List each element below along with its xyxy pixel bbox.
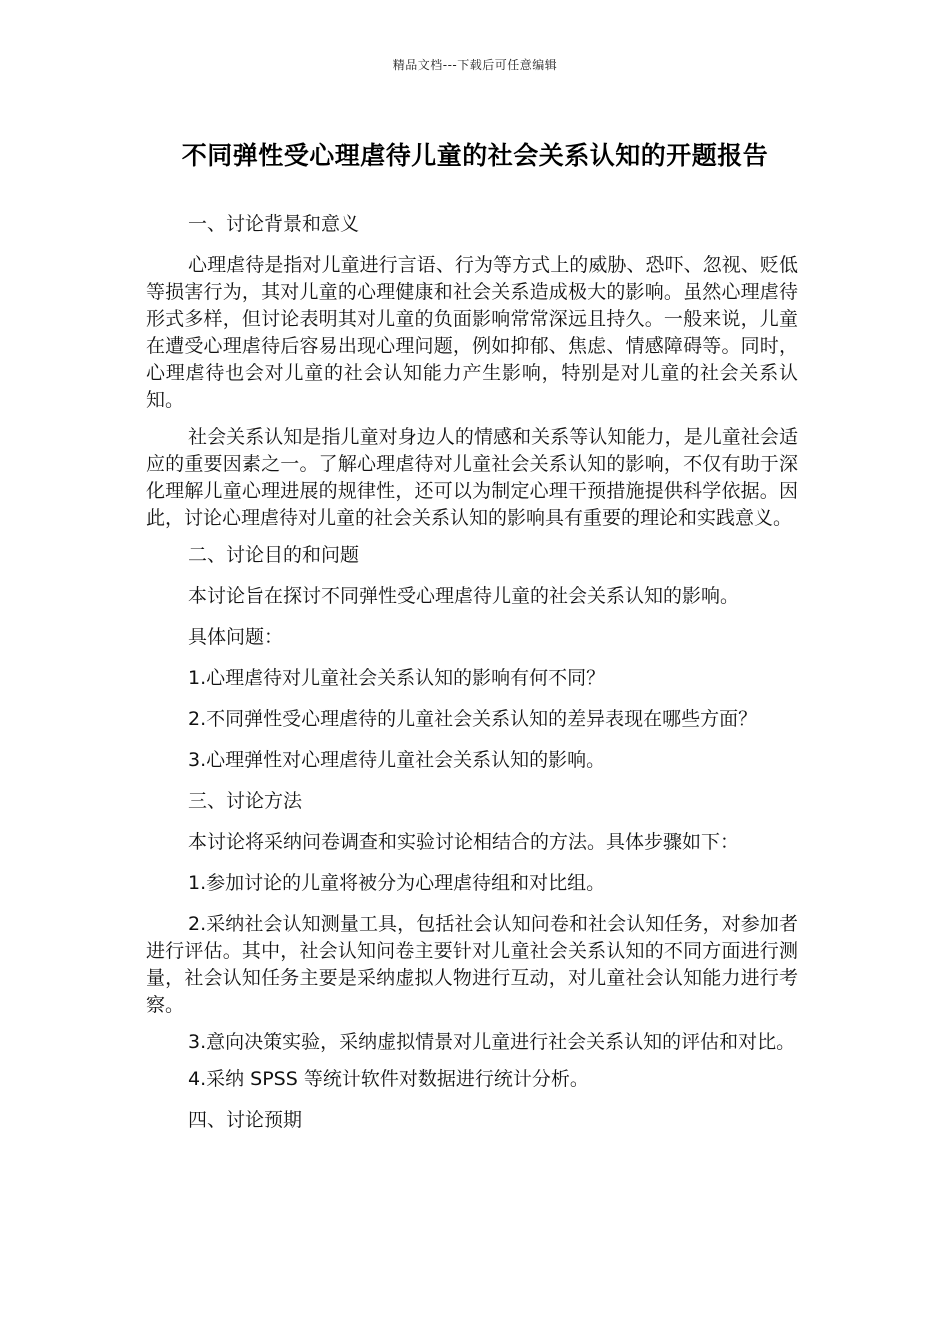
list-item-step-1: 1.参加讨论的儿童将被分为心理虐待组和对比组。 [188, 872, 606, 894]
header-note: 精品文档---下载后可任意编辑 [392, 58, 558, 72]
section-heading-methods: 三、讨论方法 [188, 790, 303, 812]
paragraph-social-cognition: 社会关系认知是指儿童对身边人的情感和关系等认知能力，是儿童社会适应的重要因素之一。了解心理虐待对儿童社会关系认知的影响，不仅有助于深化理解儿童心理进展的规律性，还可以为制定心理干预措施提供科学依据。因此，讨论心理虐待对儿童的社会关系认知的影响具有重要的理论和实践意义。 [146, 426, 798, 529]
paragraph-specific-questions: 具体问题： [188, 626, 284, 648]
paragraph-aim: 本讨论旨在探讨不同弹性受心理虐待儿童的社会关系认知的影响。 [188, 585, 740, 607]
document-body [146, 211, 798, 1148]
list-item-question-1: 1.心理虐待对儿童社会关系认知的影响有何不同？ [188, 667, 606, 689]
list-item-step-2: 2.采纳社会认知测量工具，包括社会认知问卷和社会认知任务，对参加者进行评估。其中，社会认知问卷主要针对儿童社会关系认知的不同方面进行测量，社会认知任务主要是采纳虚拟人物进行互动，对儿童社会认知能力进行考察。 [146, 913, 798, 1016]
list-item-question-3: 3.心理弹性对心理虐待儿童社会关系认知的影响。 [188, 749, 606, 771]
paragraph-methods-intro: 本讨论将采纳问卷调查和实验讨论相结合的方法。具体步骤如下： [188, 831, 740, 853]
section-heading-background: 一、讨论背景和意义 [188, 213, 360, 235]
list-item-step-3: 3.意向决策实验，采纳虚拟情景对儿童进行社会关系认知的评估和对比。 [188, 1031, 796, 1053]
paragraph-abuse-definition: 心理虐待是指对儿童进行言语、行为等方式上的威胁、恐吓、忽视、贬低等损害行为，其对儿童的心理健康和社会关系造成极大的影响。虽然心理虐待形式多样，但讨论表明其对儿童的负面影响常常深远且持久。一般来说，儿童在遭受心理虐待后容易出现心理问题，例如抑郁、焦虑、情感障碍等。同时，心理虐待也会对儿童的社会认知能力产生影响，特别是对儿童的社会关系认知。 [146, 254, 798, 411]
section-heading-expectations: 四、讨论预期 [188, 1109, 303, 1131]
document-title: 不同弹性受心理虐待儿童的社会关系认知的开题报告 [181, 141, 769, 170]
list-item-question-2: 2.不同弹性受心理虐待的儿童社会关系认知的差异表现在哪些方面？ [188, 708, 758, 730]
list-item-step-4: 4.采纳 SPSS 等统计软件对数据进行统计分析。 [188, 1068, 589, 1090]
section-heading-goals: 二、讨论目的和问题 [188, 544, 360, 566]
